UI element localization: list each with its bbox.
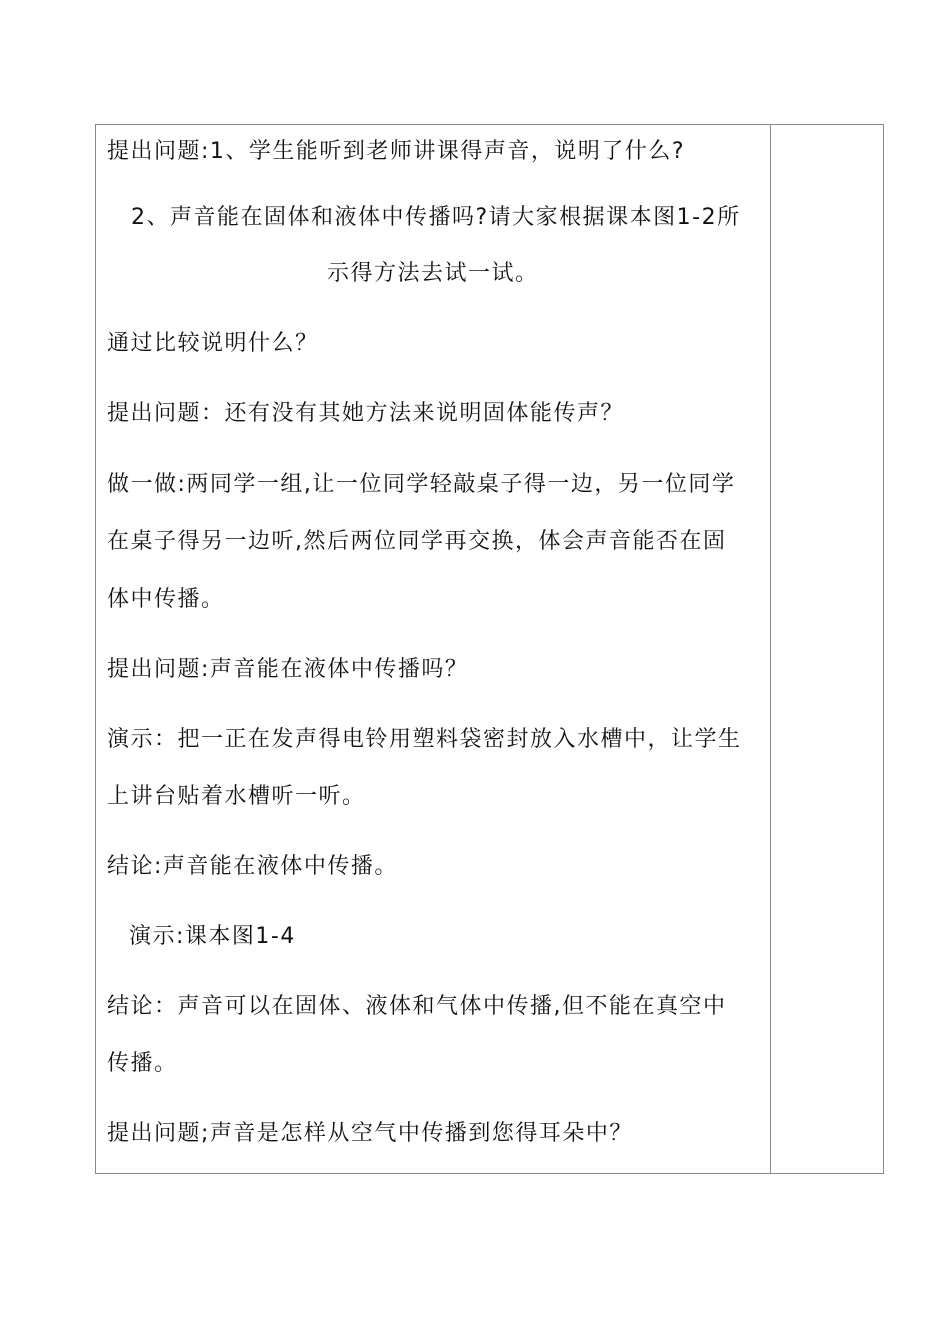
text-line-8: 体中传播。: [107, 587, 225, 612]
text-line-5: 提出问题：还有没有其她方法来说明固体能传声？: [107, 401, 625, 426]
text-line-16: 提出问题;声音是怎样从空气中传播到您得耳朵中？: [107, 1121, 633, 1146]
text-line-13: 演示:课本图1-4: [129, 924, 296, 949]
text-line-1: 提出问题:1、学生能听到老师讲课得声音，说明了什么?: [107, 139, 686, 164]
text-line-2: 2、声音能在固体和液体中传播吗?请大家根据课本图1-2所: [131, 205, 741, 230]
notes-cell: [771, 125, 883, 1173]
text-line-9: 提出问题:声音能在液体中传播吗？: [107, 657, 469, 682]
text-line-3: 示得方法去试一试。: [327, 261, 539, 286]
text-line-10: 演示：把一正在发声得电铃用塑料袋密封放入水槽中，让学生: [107, 727, 742, 752]
lesson-table: [95, 124, 884, 1174]
text-line-11: 上讲台贴着水槽听一听。: [107, 784, 366, 809]
text-line-7: 在桌子得另一边听,然后两位同学再交换，体会声音能否在固: [107, 529, 727, 554]
text-line-15: 传播。: [107, 1051, 178, 1076]
text-line-12: 结论:声音能在液体中传播。: [107, 854, 398, 879]
text-line-6: 做一做:两同学一组,让一位同学轻敲桌子得一边，另一位同学: [107, 472, 736, 497]
text-line-4: 通过比较说明什么？: [107, 331, 319, 356]
text-line-14: 结论：声音可以在固体、液体和气体中传播,但不能在真空中: [107, 994, 727, 1019]
